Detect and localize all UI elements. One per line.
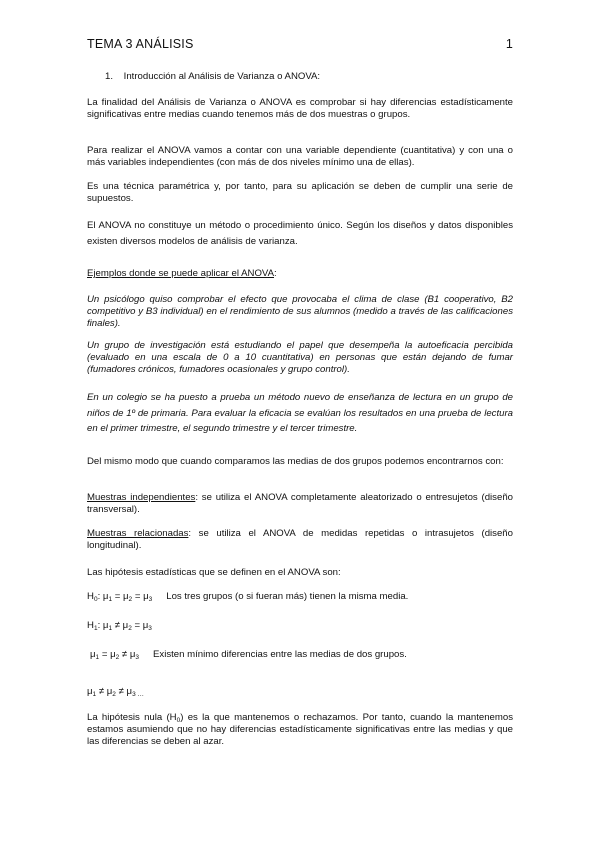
paragraph-2: Para realizar el ANOVA vamos a contar con una variable dependiente (cuantitativa) y con una o más variables independientes (con más de dos niveles mínimo una de ellas). [87, 145, 513, 168]
comparison-intro: Del mismo modo que cuando comparamos las medias de dos grupos podemos encontrarnos con: [87, 456, 504, 467]
null-hypothesis-paragraph: La hipótesis nula $(H_0)$ es la que mantenemos o rechazamos. Por tanto, cuando la mantenemos estamos asumiendo que no hay diferencias estadísticamente significativas entre las medias y que las diferencias se deben al azar. [87, 712, 514, 747]
h0-description: Los tres grupos (o si fueran más) tienen la misma media. [166, 591, 409, 602]
related-samples-text: : se utiliza el ANOVA de medidas repetidas o intrasujetos (diseño longitudinal). [87, 528, 513, 551]
related-samples [87, 528, 513, 552]
h1-formula-general: $\mu_1 \ne \mu_2 \ne \mu_{3 \dots}$ [87, 686, 144, 698]
page-number: 1 [505, 37, 513, 51]
h1-formula-alt: $\mu_1 = \mu_2 \ne \mu_3$ Existen mínimo diferencias entre las medias de dos grupos. [90, 649, 407, 661]
independent-samples-label: Muestras independientes [87, 492, 196, 503]
example-1: Un psicólogo quiso comprobar el efecto que provocaba el clima de clase (B1 cooperativo, B2 competitivo y B3 individual) en el rendimiento de sus alumnos (medido a través de las calificaciones finales). [87, 294, 513, 329]
h0-formula: $H_0$: $\mu_1 = \mu_2 = \mu_3$ Los tres grupos (o si fueran más) tienen la misma media. [87, 591, 409, 603]
hypotheses-intro: Las hipótesis estadísticas que se definen en el ANOVA son: [87, 567, 341, 578]
examples-heading [87, 268, 513, 280]
examples-heading-colon: : [274, 268, 277, 279]
paragraph-1: La finalidad del Análisis de Varianza o ANOVA es comprobar si hay diferencias estadísticamente significativas entre medias cuando tenemos más de dos muestras o grupos. [87, 97, 513, 120]
paragraph-3: Es una técnica paramétrica y, por tanto, para su aplicación se deben de cumplir una serie de supuestos. [87, 181, 513, 204]
section-heading: 1. Introducción al Análisis de Varianza o ANOVA: [105, 71, 321, 82]
examples-heading-text: Ejemplos donde se puede aplicar el ANOVA [87, 268, 275, 279]
h1-description: Existen mínimo diferencias entre las medias de dos grupos. [153, 649, 407, 660]
independent-samples-text: : se utiliza el ANOVA completamente aleatorizado o entresujetos (diseño transversal). [87, 492, 513, 515]
independent-samples [87, 492, 513, 516]
page-header [87, 37, 513, 51]
related-samples-label: Muestras relacionadas [87, 528, 189, 539]
example-2: Un grupo de investigación está estudiando el papel que desempeña la autoeficacia percibida (evaluado en una escala de 0 a 10 cuantitativa) en personas que están dejando de fumar (fumadores crónicos, fumadores ocasionales y grupo control). [87, 340, 513, 375]
header-title: TEMA 3 ANÁLISIS [87, 37, 194, 51]
example-3: En un colegio se ha puesto a prueba un método nuevo de enseñanza de lectura en un grupo de niños de 1º de primaria. Para evaluar la eficacia se evalúan los resultados en una prueba de lectura en el primer trimestre, el segundo trimestre y el tercer trimestre. [87, 392, 513, 434]
paragraph-4: El ANOVA no constituye un método o procedimiento único. Según los diseños y datos disponibles existen diversos modelos de análisis de varianza. [87, 220, 513, 247]
h1-formula: $H_1$: $\mu_1 \ne \mu_2 = \mu_3$ [87, 620, 152, 632]
